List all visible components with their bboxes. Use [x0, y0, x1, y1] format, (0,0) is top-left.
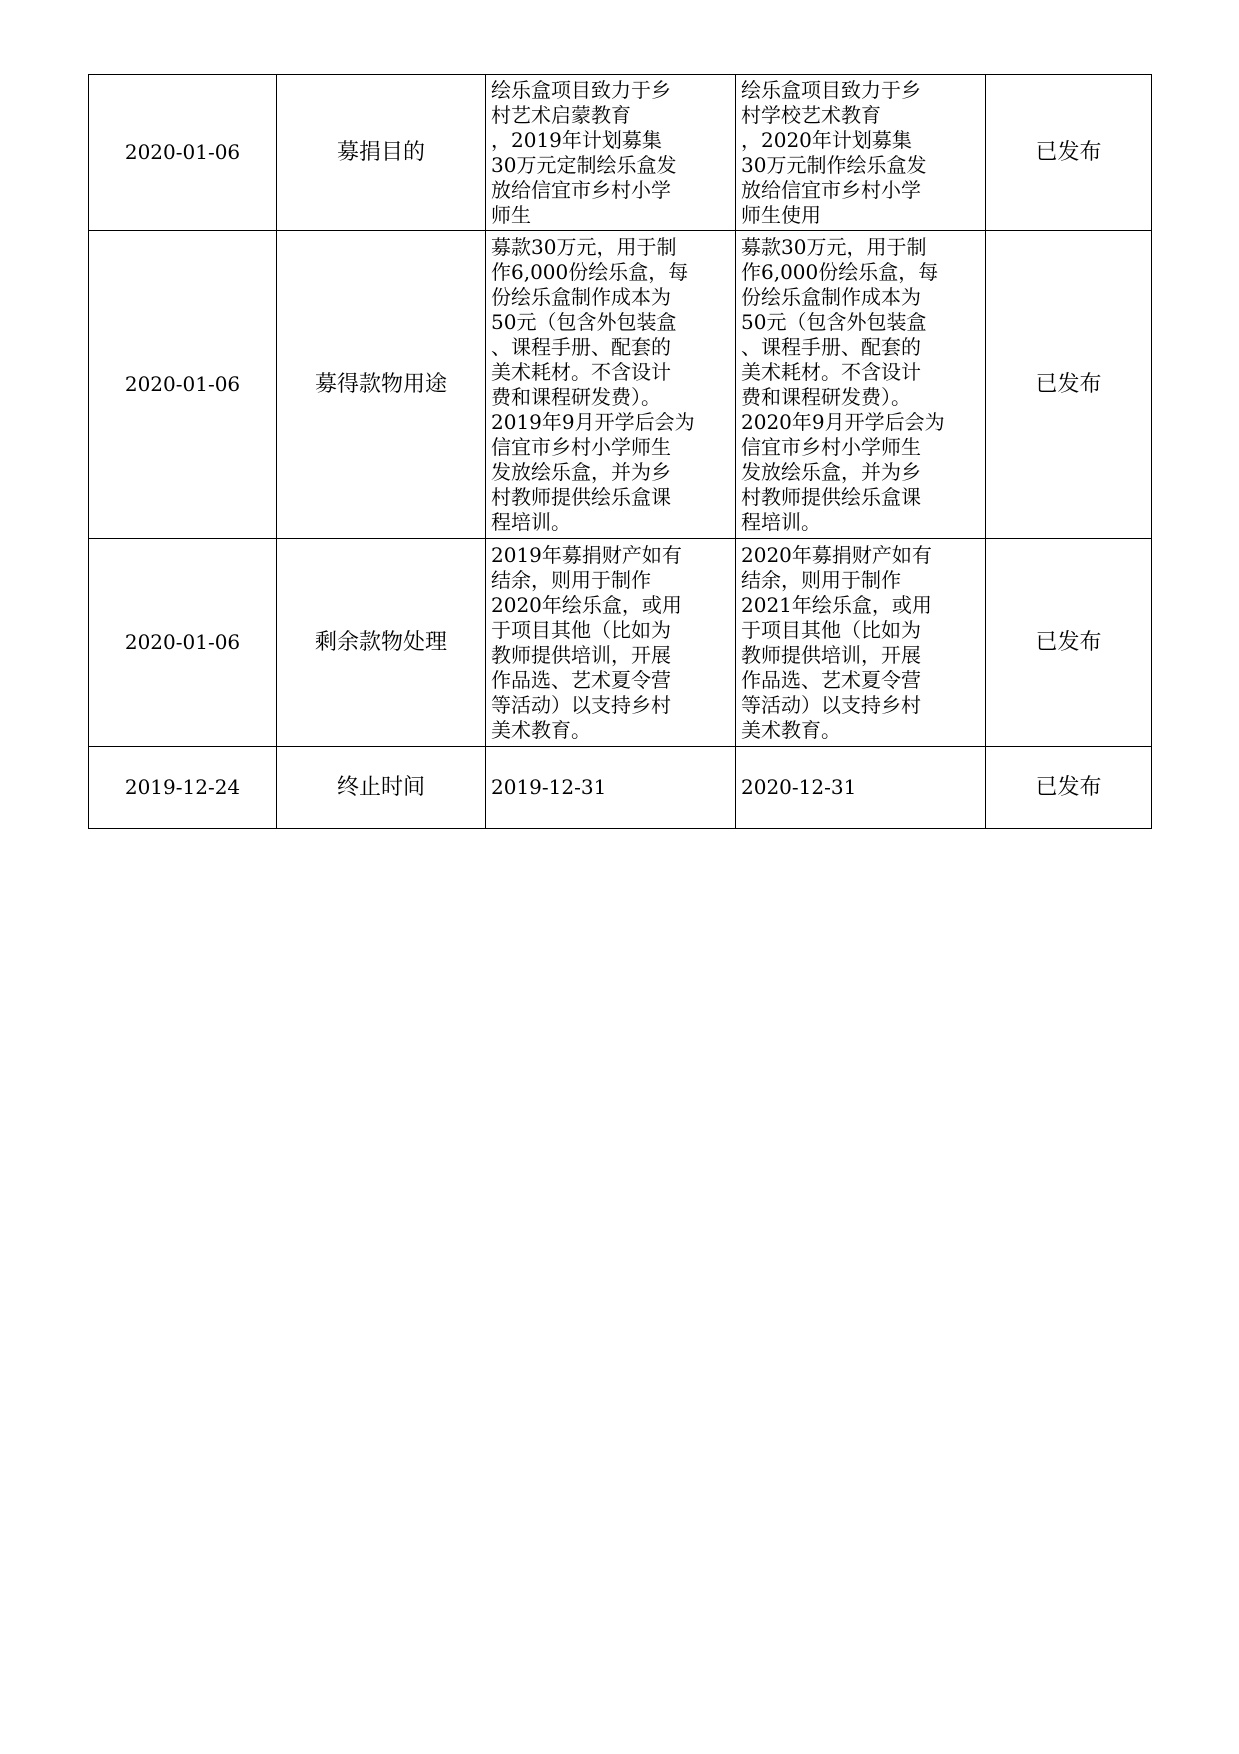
old-value-cell: 绘乐盒项目致力于乡 村艺术启蒙教育 ，2019年计划募集 30万元定制绘乐盒发 放给信宜市乡村小学 师生 [486, 75, 736, 231]
new-value-cell: 2020-12-31 [736, 747, 986, 829]
change-date-cell: 2020-01-06 [89, 539, 277, 747]
table-row [89, 539, 1152, 747]
new-value-cell: 绘乐盒项目致力于乡 村学校艺术教育 ，2020年计划募集 30万元制作绘乐盒发 放给信宜市乡村小学 师生使用 [736, 75, 986, 231]
status-cell: 已发布 [986, 747, 1152, 829]
field-name-cell: 募捐目的 [277, 75, 486, 231]
status-cell: 已发布 [986, 75, 1152, 231]
field-name-cell: 募得款物用途 [277, 231, 486, 539]
old-value-cell: 2019-12-31 [486, 747, 736, 829]
field-name-cell: 剩余款物处理 [277, 539, 486, 747]
change-date-cell: 2019-12-24 [89, 747, 277, 829]
status-cell: 已发布 [986, 231, 1152, 539]
new-value-cell: 2020年募捐财产如有 结余，则用于制作 2021年绘乐盒，或用 于项目其他（比如为 教师提供培训，开展 作品选、艺术夏令营 等活动）以支持乡村 美术教育。 [736, 539, 986, 747]
table-row [89, 747, 1152, 829]
table-row [89, 231, 1152, 539]
old-value-cell: 募款30万元，用于制 作6,000份绘乐盒，每 份绘乐盒制作成本为 50元（包含外包装盒 、课程手册、配套的 美术耗材。不含设计 费和课程研发费）。 2019年9月开学后会为 信宜市乡村小学师生 发放绘乐盒，并为乡 村教师提供绘乐盒课 程培训。 [486, 231, 736, 539]
new-value-cell: 募款30万元，用于制 作6,000份绘乐盒，每 份绘乐盒制作成本为 50元（包含外包装盒 、课程手册、配套的 美术耗材。不含设计 费和课程研发费）。 2020年9月开学后会为 信宜市乡村小学师生 发放绘乐盒，并为乡 村教师提供绘乐盒课 程培训。 [736, 231, 986, 539]
field-name-cell: 终止时间 [277, 747, 486, 829]
change-record-table [88, 74, 1152, 829]
change-date-cell: 2020-01-06 [89, 75, 277, 231]
old-value-cell: 2019年募捐财产如有 结余，则用于制作 2020年绘乐盒，或用 于项目其他（比如为 教师提供培训，开展 作品选、艺术夏令营 等活动）以支持乡村 美术教育。 [486, 539, 736, 747]
table-row [89, 75, 1152, 231]
status-cell: 已发布 [986, 539, 1152, 747]
change-date-cell: 2020-01-06 [89, 231, 277, 539]
